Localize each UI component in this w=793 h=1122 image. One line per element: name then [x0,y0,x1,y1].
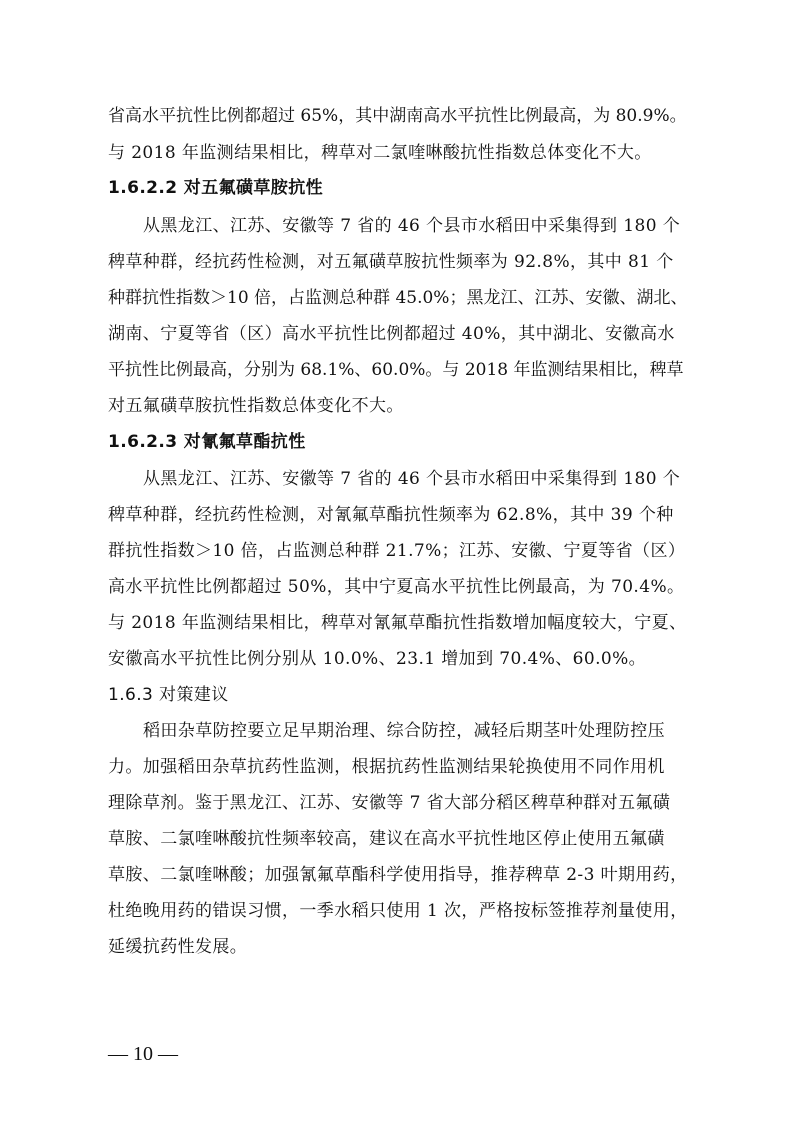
section-heading-1622: 1.6.2.2 对五氟磺草胺抗性 [108,178,324,198]
paragraph-line: 杜绝晚用药的错误习惯，一季水稻只使用 1 次，严格按标签推荐剂量使用， [108,901,688,921]
section-heading-163: 1.6.3 对策建议 [108,685,229,705]
section-heading-1623: 1.6.2.3 对氰氟草酯抗性 [108,432,306,452]
paragraph-line: 与 2018 年监测结果相比，稗草对二氯喹啉酸抗性指数总体变化不大。 [108,143,652,163]
paragraph-line: 湖南、宁夏等省（区）高水平抗性比例都超过 40%，其中湖北、安徽高水 [108,324,675,344]
paragraph-line: 群抗性指数＞10 倍，占监测总种群 21.7%；江苏、安徽、宁夏等省（区） [108,541,686,561]
paragraph-line: 稗草种群，经抗药性检测，对氰氟草酯抗性频率为 62.8%，其中 39 个种 [108,505,674,525]
paragraph-line: 理除草剂。鉴于黑龙江、江苏、安徽等 7 省大部分稻区稗草种群对五氟磺 [108,793,671,813]
paragraph-line: 草胺、二氯喹啉酸；加强氰氟草酯科学使用指导，推荐稗草 2-3 叶期用药， [108,865,688,885]
paragraph-line: 平抗性比例最高，分别为 68.1%、60.0%。与 2018 年监测结果相比，稗草 [108,360,684,380]
page-number: — 10 — [108,1043,178,1065]
paragraph-line: 稻田杂草防控要立足早期治理、综合防控，减轻后期茎叶处理防控压 [143,721,665,741]
paragraph-line: 种群抗性指数＞10 倍，占监测总种群 45.0%；黑龙江、江苏、安徽、湖北、 [108,288,688,308]
paragraph-line: 安徽高水平抗性比例分别从 10.0%、23.1 增加到 70.4%、60.0%。 [108,649,647,669]
paragraph-line: 省高水平抗性比例都超过 65%，其中湖南高水平抗性比例最高，为 80.9%。 [108,106,687,126]
paragraph-line: 从黑龙江、江苏、安徽等 7 省的 46 个县市水稻田中采集得到 180 个 [143,216,681,236]
paragraph-line: 草胺、二氯喹啉酸抗性频率较高，建议在高水平抗性地区停止使用五氟磺 [108,829,665,849]
paragraph-line: 与 2018 年监测结果相比，稗草对氰氟草酯抗性指数增加幅度较大，宁夏、 [108,613,687,633]
paragraph-line: 延缓抗药性发展。 [108,937,248,957]
paragraph-line: 稗草种群，经抗药性检测，对五氟磺草胺抗性频率为 92.8%，其中 81 个 [108,252,674,272]
paragraph-line: 力。加强稻田杂草抗药性监测，根据抗药性监测结果轮换使用不同作用机 [108,757,665,777]
paragraph-line: 高水平抗性比例都超过 50%，其中宁夏高水平抗性比例最高，为 70.4%。 [108,577,685,597]
paragraph-line: 对五氟磺草胺抗性指数总体变化不大。 [108,396,404,416]
paragraph-line: 从黑龙江、江苏、安徽等 7 省的 46 个县市水稻田中采集得到 180 个 [143,469,681,489]
